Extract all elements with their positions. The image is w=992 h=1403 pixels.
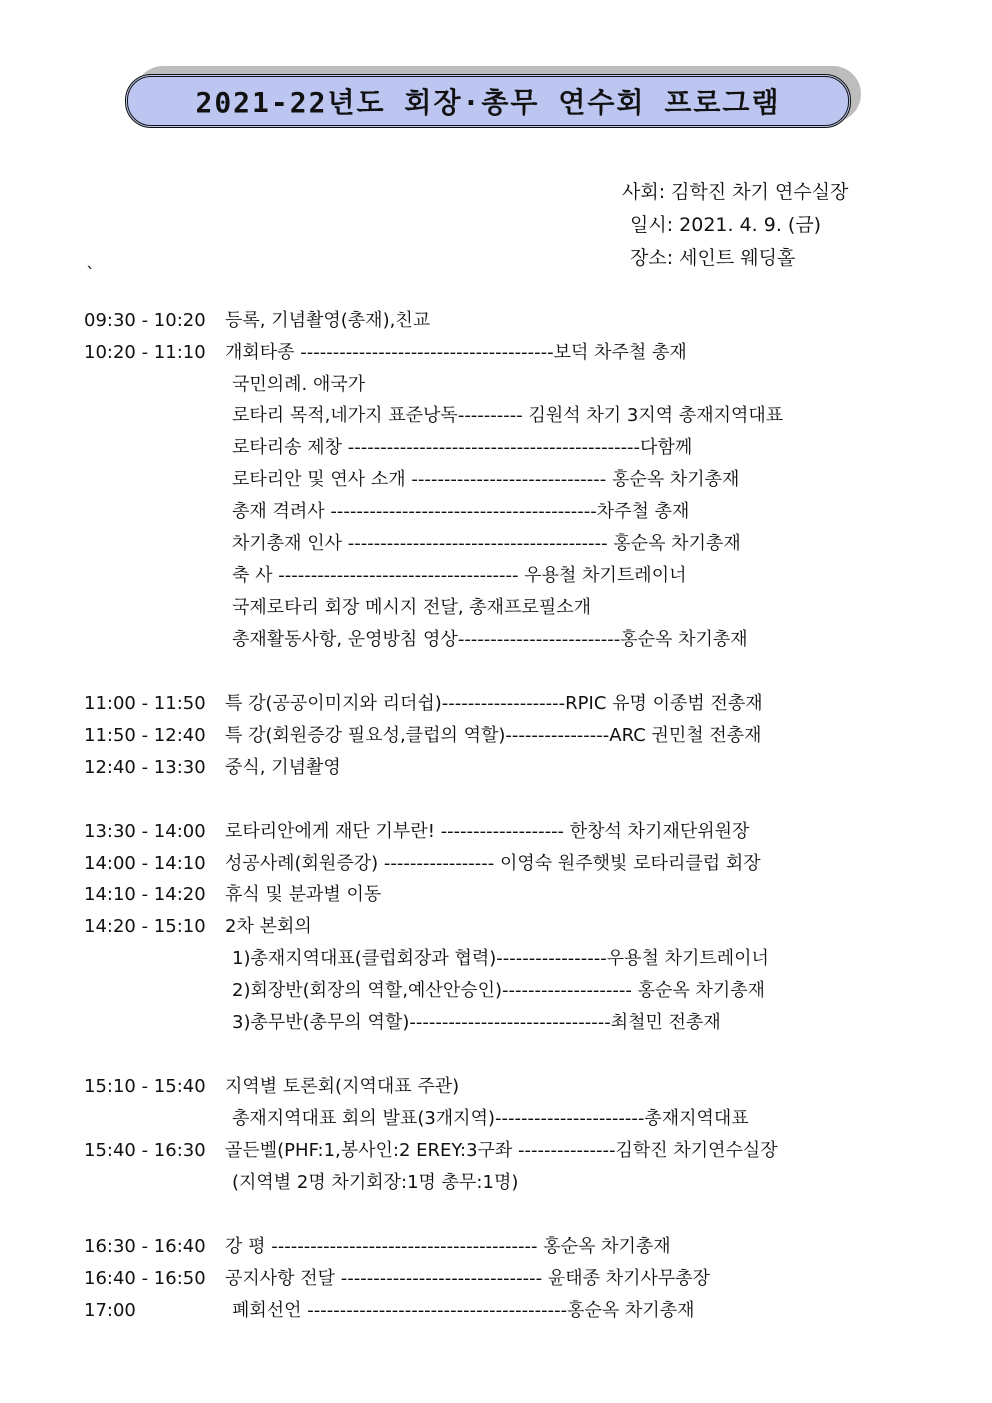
schedule-item: 강 평 ----------------------------------------- 홍순옥 차기총재	[225, 1236, 671, 1257]
schedule-item: 특 강(공공이미지와 리더쉽)-------------------RPIC 유명 이종범 전총재	[225, 693, 763, 714]
schedule-item: (지역별 2명 차기회장:1명 총무:1명)	[232, 1172, 519, 1193]
schedule-item: 2차 본회의	[225, 916, 312, 937]
page-title: 2021-22년도 회장·총무 연수회 프로그램	[195, 86, 781, 119]
schedule-item: 폐회선언 ----------------------------------------홍순옥 차기총재	[232, 1300, 695, 1321]
stray-mark: `	[86, 264, 95, 285]
schedule-item: 개회타종 ---------------------------------------보덕 차주철 총재	[225, 342, 687, 363]
schedule-item: 로타리안 및 연사 소개 ------------------------------ 홍순옥 차기총재	[232, 469, 740, 490]
schedule-item: 차기총재 인사 ---------------------------------------- 홍순옥 차기총재	[232, 533, 741, 554]
schedule-item: 총재 격려사 -----------------------------------------차주철 총재	[232, 501, 690, 522]
schedule-item: 공지사항 전달 ------------------------------- 윤태종 차기사무총장	[225, 1268, 711, 1289]
schedule-item: 1)총재지역대표(클럽회장과 협력)-----------------우용철 차기트레이너	[232, 948, 769, 969]
schedule-time: 12:40 - 13:30	[84, 757, 206, 778]
event-info	[622, 176, 848, 275]
host-info: 사회: 김학진 차기 연수실장	[622, 181, 849, 203]
schedule-item: 등록, 기념촬영(총재),친교	[225, 310, 431, 331]
schedule-time: 11:50 - 12:40	[84, 725, 206, 746]
date-info: 일시: 2021. 4. 9. (금)	[630, 214, 822, 236]
schedule-item: 국민의례. 애국가	[232, 374, 366, 395]
schedule-time: 14:00 - 14:10	[84, 853, 206, 874]
schedule-time: 11:00 - 11:50	[84, 693, 206, 714]
schedule-item: 로타리안에게 재단 기부란! ------------------- 한창석 차기재단위원장	[225, 821, 750, 842]
schedule-time: 14:10 - 14:20	[84, 884, 206, 905]
title-banner	[125, 66, 861, 130]
schedule-item: 성공사례(회원증강) ----------------- 이영숙 원주햇빛 로타리클럽 회장	[225, 853, 761, 874]
schedule-time: 17:00	[84, 1300, 136, 1321]
schedule-item: 총재지역대표 회의 발표(3개지역)-----------------------총재지역대표	[232, 1108, 749, 1129]
schedule-time: 15:10 - 15:40	[84, 1076, 206, 1097]
schedule-time: 13:30 - 14:00	[84, 821, 206, 842]
title-box	[125, 74, 851, 128]
schedule-item: 로타리송 제창 ---------------------------------------------다함께	[232, 437, 693, 458]
schedule-time: 15:40 - 16:30	[84, 1140, 206, 1161]
schedule-item: 3)총무반(총무의 역할)-------------------------------최철민 전총재	[232, 1012, 721, 1033]
schedule-item: 축 사 ------------------------------------- 우용철 차기트레이너	[232, 565, 687, 586]
schedule-item: 로타리 목적,네가지 표준낭독---------- 김원석 차기 3지역 총재지역대표	[232, 405, 784, 426]
schedule-item: 특 강(회원증강 필요성,클럽의 역할)----------------ARC 권민철 전총재	[225, 725, 762, 746]
schedule-item: 국제로타리 회장 메시지 전달, 총재프로필소개	[232, 597, 591, 618]
schedule-time: 16:40 - 16:50	[84, 1268, 206, 1289]
schedule-item: 지역별 토론회(지역대표 주관)	[225, 1076, 460, 1097]
schedule-time: 16:30 - 16:40	[84, 1236, 206, 1257]
schedule-item: 총재활동사항, 운영방침 영상-------------------------홍순옥 차기총재	[232, 629, 748, 650]
schedule-item: 골든벨(PHF:1,봉사인:2 EREY:3구좌 ---------------김학진 차기연수실장	[225, 1140, 778, 1161]
schedule-time: 09:30 - 10:20	[84, 310, 206, 331]
schedule-time: 10:20 - 11:10	[84, 342, 206, 363]
schedule-time: 14:20 - 15:10	[84, 916, 206, 937]
schedule-item: 휴식 및 분과별 이동	[225, 884, 382, 905]
place-info: 장소: 세인트 웨딩홀	[630, 247, 796, 269]
schedule-item: 중식, 기념촬영	[225, 757, 341, 778]
schedule-item: 2)회장반(회장의 역할,예산안승인)-------------------- 홍순옥 차기총재	[232, 980, 766, 1001]
